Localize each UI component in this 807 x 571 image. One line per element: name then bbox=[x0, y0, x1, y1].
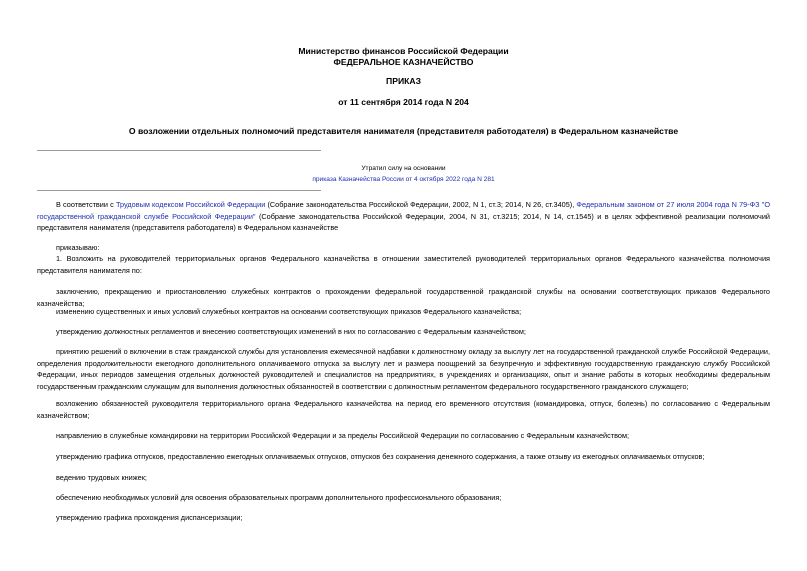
date-number: от 11 сентября 2014 года N 204 bbox=[338, 97, 469, 107]
item-1: 1. Возложить на руководителей территориальных органов Федерального казначейства в отношении заместителей руководителей территориальных органов Федерального казначейства полномочия представителя нанимателя по: bbox=[37, 254, 770, 275]
order-word: приказываю: bbox=[56, 243, 100, 252]
clause-6: направлению в служебные командировки на территории Российской Федерации и за пределы Российской Федерации по согласованию с Федеральным казначейством; bbox=[56, 431, 630, 440]
preamble-paragraph bbox=[37, 199, 770, 234]
preamble-text-3: (Собрание законодательства Российской Федерации, 2004, N 31, ст.3215; 2014, N 14, ст.1545) и в целях эффективной реализации полномочий представителя нанимателя (представителя работодателя) в Федеральном казначействе bbox=[37, 211, 770, 233]
clause-1: заключению, прекращению и приостановлению служебных контрактов о прохождении федеральной государственной гражданской службы на основании соответствующих приказов Федерального казначейства; bbox=[37, 287, 770, 308]
clause-3: утверждению должностных регламентов и внесению соответствующих изменений в них по согласованию с Федеральным казначейством; bbox=[56, 327, 526, 336]
ministry-name: Министерство финансов Российской Федерации bbox=[298, 46, 509, 56]
clause-9: обеспечению необходимых условий для освоения образовательных программ дополнительного профессионального образования; bbox=[56, 493, 502, 502]
status-note: Утратил силу на основании bbox=[361, 165, 446, 172]
top-divider bbox=[37, 150, 321, 151]
preamble-text-1: В соответствии с bbox=[56, 200, 116, 209]
bottom-divider bbox=[37, 190, 321, 191]
status-link[interactable]: приказа Казначейства России от 4 октября 2022 года N 281 bbox=[312, 176, 495, 183]
document-title: О возложении отдельных полномочий представителя нанимателя (представителя работодателя) в Федеральном казначействе bbox=[128, 126, 679, 136]
clause-8: ведению трудовых книжек; bbox=[56, 473, 147, 482]
preamble-text-2: (Собрание законодательства Российской Федерации, 2002, N 1, ст.3; 2014, N 26, ст.3405), bbox=[265, 200, 577, 209]
clause-4: принятию решений о включении в стаж гражданской службы для установления ежемесячной надбавки к должностному окладу за выслугу лет на государственной гражданской службе Российской Федерации, определения продолжительности ежегодного дополнительного оплачиваемого отпуска за выслугу лет и размера поощрений за безупречную и эффективную государственную гражданскую службу Российской Федерации, иных периодов замещения отдельных должностей руководителей и специалистов на предприятиях, в учреждениях и организациях, опыт и знание работы в которых необходимы федеральным государственным гражданским служащим для выполнения должностных обязанностей в соответствии с должностным регламентом федерального государственного гражданского служащего; bbox=[37, 347, 770, 391]
clause-2: изменению существенных и иных условий служебных контрактов на основании соответствующих приказов Федерального казначейства; bbox=[56, 307, 522, 316]
agency-name: ФЕДЕРАЛЬНОЕ КАЗНАЧЕЙСТВО bbox=[333, 57, 474, 67]
clause-5: возложению обязанностей руководителя территориального органа Федерального казначейства на период его временного отсутствия (командировка, отпуск, болезнь) по согласованию с Федеральным казначейством; bbox=[37, 399, 770, 420]
clause-10: утверждению графика прохождения диспансеризации; bbox=[56, 513, 243, 522]
document-type: ПРИКАЗ bbox=[386, 76, 421, 86]
federal-law-link[interactable]: Федеральным законом от 27 июля 2004 года N 79-ФЗ "О государственной гражданской службе Российской Федерации" bbox=[37, 200, 771, 221]
clause-7: утверждению графика отпусков, предоставлению ежегодных оплачиваемых отпусков, отпусков без сохранения денежного содержания, а также отзыву из ежегодных оплачиваемых отпусков; bbox=[56, 452, 705, 461]
labor-code-link[interactable]: Трудовым кодексом Российской Федерации bbox=[115, 200, 266, 209]
